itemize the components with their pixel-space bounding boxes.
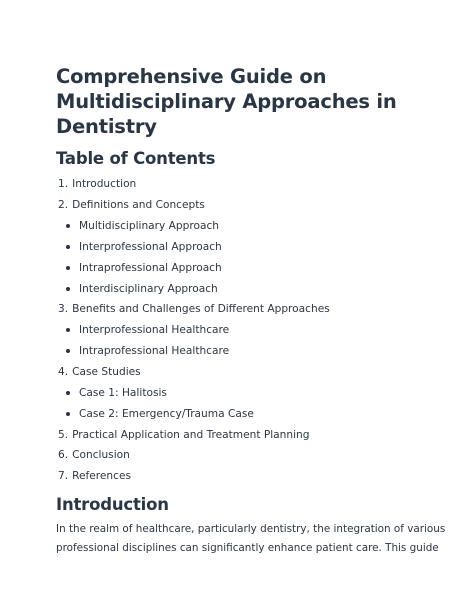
- toc-item: [0, 174, 474, 195]
- toc-item-label: Conclusion: [72, 449, 130, 462]
- toc-item: [0, 237, 474, 258]
- introduction-heading: Introduction: [56, 495, 169, 514]
- toc-item: [0, 299, 474, 320]
- bullet-icon: [66, 391, 70, 395]
- toc-item: [0, 362, 474, 383]
- toc-item-number: 7.: [58, 470, 69, 483]
- bullet-icon: [66, 224, 70, 228]
- toc-item-label: Case 2: Emergency/Trauma Case: [79, 407, 254, 420]
- toc-item-label: Benefits and Challenges of Different Approaches: [72, 303, 330, 316]
- toc-item-number: 6.: [58, 449, 69, 462]
- toc-item-number: 5.: [58, 428, 69, 441]
- bullet-icon: [66, 266, 70, 270]
- toc-item: [0, 320, 474, 341]
- toc-item-label: Multidisciplinary Approach: [79, 220, 219, 233]
- bullet-icon: [66, 328, 70, 332]
- toc-item-number: 4.: [58, 366, 69, 379]
- toc-item-label: Practical Application and Treatment Planning: [72, 428, 310, 441]
- toc-item-label: Intraprofessional Healthcare: [79, 345, 230, 358]
- document-title: Comprehensive Guide on Multidisciplinary Approaches in Dentistry: [56, 65, 397, 138]
- toc-item: [0, 424, 474, 445]
- introduction-line: professional disciplines can significantly enhance patient care. This guide: [56, 542, 439, 554]
- toc-item: [0, 257, 474, 278]
- bullet-icon: [66, 287, 70, 291]
- toc-item: [0, 445, 474, 466]
- toc-item: [0, 466, 474, 487]
- toc-item-label: Introduction: [72, 178, 137, 191]
- toc-item: [0, 195, 474, 216]
- bullet-icon: [66, 349, 70, 353]
- toc-item-label: Interdisciplinary Approach: [79, 282, 218, 295]
- toc-item-label: Interprofessional Healthcare: [79, 324, 230, 337]
- bullet-icon: [66, 245, 70, 249]
- toc-item-label: Interprofessional Approach: [79, 240, 222, 253]
- toc-item: [0, 341, 474, 362]
- toc-item-number: 1.: [58, 178, 69, 191]
- toc-item-label: Definitions and Concepts: [72, 199, 205, 212]
- introduction-line: In the realm of healthcare, particularly dentistry, the integration of various: [56, 523, 446, 535]
- introduction-paragraph: [56, 520, 446, 558]
- toc-item: [0, 382, 474, 403]
- toc-heading: Table of Contents: [56, 149, 216, 168]
- toc-item: [0, 403, 474, 424]
- toc-item-label: Intraprofessional Approach: [79, 261, 222, 274]
- toc-item: [0, 216, 474, 237]
- toc-item-number: 3.: [58, 303, 69, 316]
- bullet-icon: [66, 412, 70, 416]
- toc-item-label: Case 1: Halitosis: [79, 386, 167, 399]
- table-of-contents: [0, 174, 474, 487]
- toc-item: [0, 278, 474, 299]
- toc-item-number: 2.: [58, 199, 69, 212]
- toc-item-label: References: [72, 470, 131, 483]
- toc-item-label: Case Studies: [72, 366, 141, 379]
